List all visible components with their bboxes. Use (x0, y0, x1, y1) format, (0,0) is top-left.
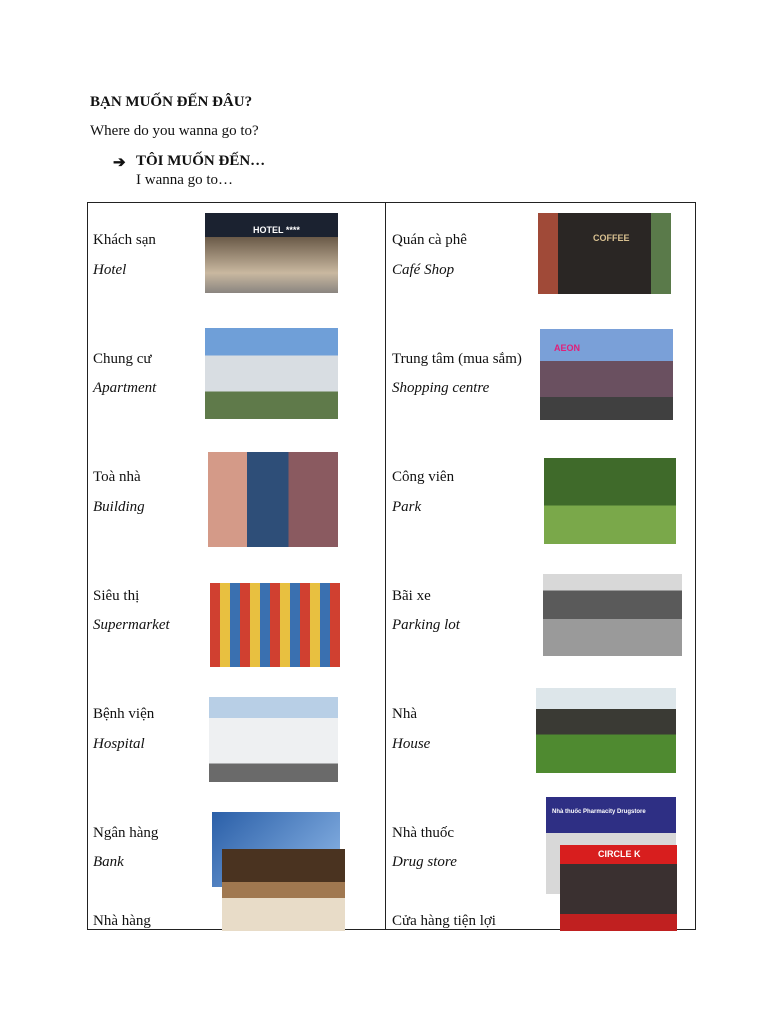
convenience-store-image: CIRCLE K (560, 845, 677, 931)
word-vi: Bệnh viện (93, 706, 155, 722)
word-vi: Cửa hàng tiện lợi (392, 913, 496, 929)
word-en: Supermarket (93, 617, 170, 633)
hospital-image (209, 697, 338, 782)
shopping-centre-image: AEON (540, 329, 673, 420)
answer-subtitle: I wanna go to… (136, 172, 234, 188)
parking-lot-image (543, 574, 682, 656)
word-vi: Khách sạn (93, 232, 156, 248)
word-en: Park (392, 499, 422, 515)
word-vi: Công viên (392, 469, 455, 485)
word-en: Shopping centre (392, 380, 490, 396)
building-image (208, 452, 338, 547)
restaurant-image (222, 849, 345, 931)
coffee-shop-image: COFFEE (538, 213, 671, 294)
apartment-image (205, 328, 338, 419)
answer-title: TÔI MUỐN ĐẾN… (136, 153, 266, 169)
word-en: Café Shop (392, 262, 455, 278)
column-divider (385, 202, 386, 930)
word-en: Apartment (93, 380, 157, 396)
word-vi: Nhà thuốc (392, 825, 455, 841)
word-en: Parking lot (392, 617, 460, 633)
arrow-right-icon: ➔ (113, 155, 126, 171)
word-vi: Toà nhà (93, 469, 141, 485)
word-en: Hospital (93, 736, 145, 752)
page-subheading: Where do you wanna go to? (90, 123, 259, 139)
word-vi: Chung cư (93, 351, 152, 367)
word-en: Building (93, 499, 145, 515)
word-vi: Ngân hàng (93, 825, 159, 841)
hotel-image: HOTEL **** (205, 213, 338, 293)
park-image (544, 458, 676, 544)
word-vi: Bãi xe (392, 588, 431, 604)
word-en: Hotel (93, 262, 127, 278)
word-vi: Nhà (392, 706, 417, 722)
supermarket-image (210, 583, 340, 667)
drug-store-image: Nhà thuốc Pharmacity Drugstore (546, 797, 676, 894)
word-vi: Quán cà phê (392, 232, 467, 248)
page-heading: BẠN MUỐN ĐẾN ĐÂU? (90, 94, 253, 110)
word-vi: Trung tâm (mua sắm) (392, 351, 522, 367)
word-en: House (392, 736, 431, 752)
word-en: Bank (93, 854, 124, 870)
house-image (536, 688, 676, 773)
word-vi: Nhà hàng (93, 913, 151, 929)
word-en: Drug store (392, 854, 457, 870)
word-vi: Siêu thị (93, 588, 140, 604)
